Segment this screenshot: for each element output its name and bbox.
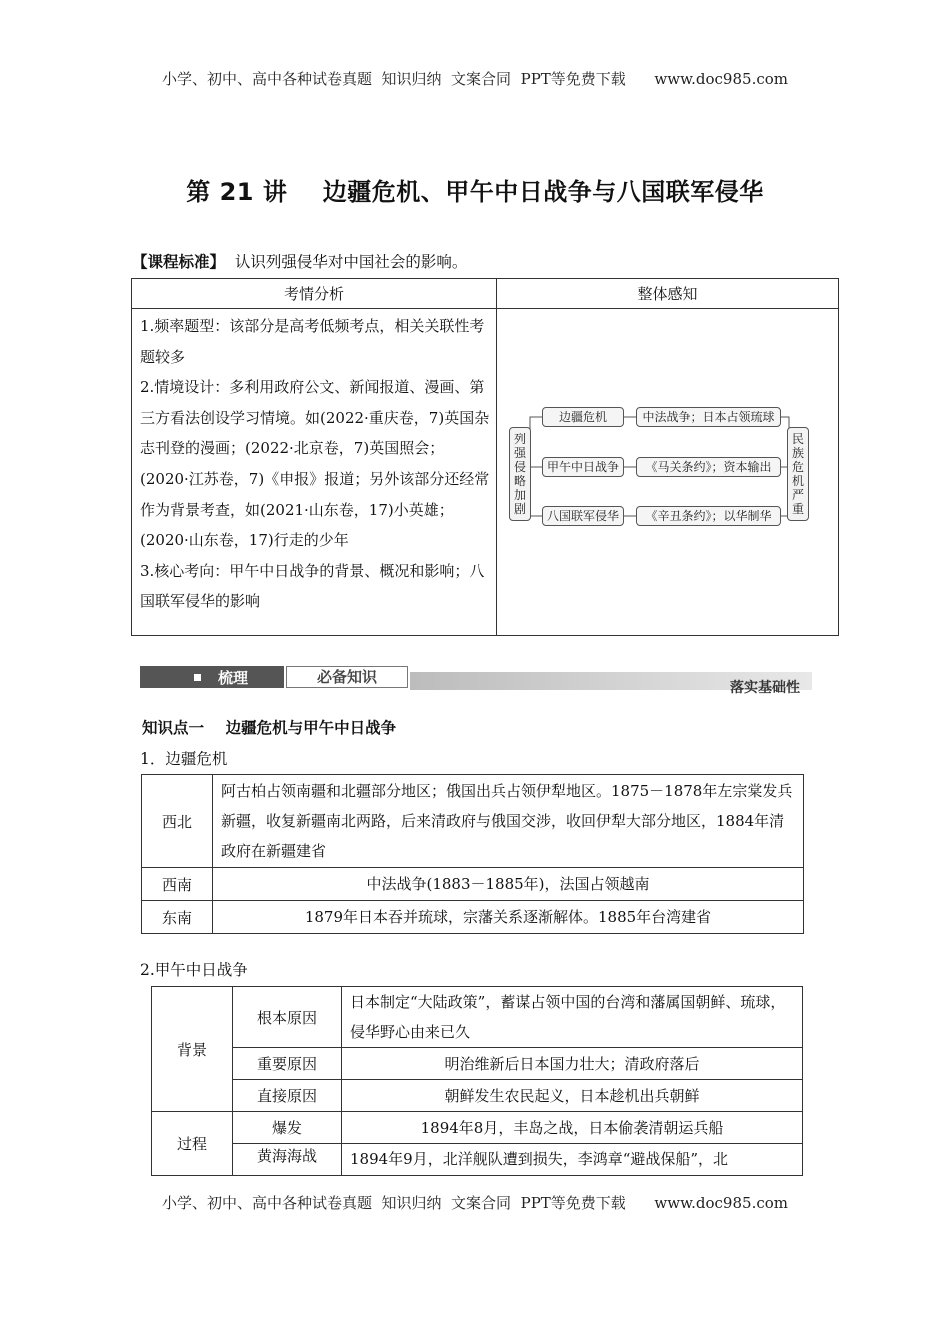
- overview-header-analysis: 考情分析: [132, 279, 497, 309]
- page-title: 第 21 讲 边疆危机、甲午中日战争与八国联军侵华: [186, 178, 764, 206]
- overview-header-perception: 整体感知: [497, 279, 839, 309]
- frontier-crisis-table: [141, 774, 804, 934]
- course-standard: [132, 250, 467, 272]
- overview-diagram-cell: [497, 309, 839, 636]
- overview-diagram: [497, 309, 822, 635]
- key-direct-cause: 直接原因: [233, 1080, 342, 1112]
- table-row: [152, 987, 803, 1048]
- diagram-result-1: 中法战争；日本占领琉球: [636, 407, 781, 427]
- banner-label-middle: 必备知识: [286, 666, 408, 688]
- diagram-result-3: 《辛丑条约》；以华制华: [636, 506, 781, 526]
- exam-analysis-text: [132, 309, 497, 636]
- group-process: 过程: [152, 1112, 233, 1176]
- table-row: [152, 1144, 803, 1176]
- section-banner: [140, 666, 812, 696]
- region-southeast: 东南: [142, 901, 213, 934]
- page-header: 小学、初中、高中各种试卷真题 知识归纳 文案合同 PPT等免费下载 www.doc985.com: [161, 70, 788, 88]
- diagram-event-1: 边疆危机: [542, 407, 624, 427]
- value-yellow-sea-battle: 1894年9月，北洋舰队遭到损失，李鸿章“避战保船”，北: [342, 1144, 803, 1176]
- table-row: [142, 775, 804, 868]
- course-standard-label: 【课程标准】: [132, 253, 226, 271]
- table-row: [152, 1080, 803, 1112]
- region-southeast-content: 1879年日本吞并琉球，宗藩关系逐渐解体。1885年台湾建省: [213, 901, 804, 934]
- value-direct-cause: 朝鲜发生农民起义，日本趁机出兵朝鲜: [342, 1080, 803, 1112]
- key-important-cause: 重要原因: [233, 1048, 342, 1080]
- table-row: [142, 901, 804, 934]
- value-fundamental-cause: 日本制定“大陆政策”，蓄谋占领中国的台湾和藩属国朝鲜、琉球，侵华野心由来已久: [342, 987, 803, 1048]
- region-southwest-content: 中法战争(1883－1885年)，法国占领越南: [213, 868, 804, 901]
- region-northwest: 西北: [142, 775, 213, 868]
- exam-analysis-content: 1.频率题型：该部分是高考低频考点，相关关联性考题较多 2.情境设计：多利用政府公文、新闻报道、漫画、第三方看法创设学习情境。如(2022·重庆卷，7)英国杂志刊登的漫画；(2022·北京卷，7)英国照会；(2020·江苏卷，7)《申报》报道；另外该部分还经常作为背景考查，如(2021·山东卷，17)小英雄；(2020·山东卷，17)行走的少年 3.核心考向：甲午中日战争的背景、概况和影响；八国联军侵华的影响: [140, 317, 490, 611]
- sino-japanese-war-table: [151, 986, 803, 1176]
- key-outbreak: 爆发: [233, 1112, 342, 1144]
- diagram-event-3: 八国联军侵华: [542, 506, 624, 526]
- banner-label-left: 梳理: [218, 669, 249, 687]
- connector-left-top: [530, 417, 542, 467]
- banner-dark-block: [140, 666, 284, 688]
- key-fundamental-cause: 根本原因: [233, 987, 342, 1048]
- course-standard-text: 认识列强侵华对中国社会的影响。: [225, 253, 468, 271]
- key-yellow-sea-battle: 黄海海战: [233, 1144, 342, 1176]
- table-row: [142, 868, 804, 901]
- overview-table: [131, 278, 839, 636]
- diagram-left-box: 列强侵略加剧: [509, 427, 531, 521]
- value-outbreak: 1894年8月，丰岛之战，日本偷袭清朝运兵船: [342, 1112, 803, 1144]
- diagram-right-box: 民族危机严重: [787, 427, 809, 521]
- region-southwest: 西南: [142, 868, 213, 901]
- banner-label-right: 落实基础性: [730, 680, 800, 696]
- diagram-event-2: 甲午中日战争: [542, 457, 624, 477]
- knowledge-point-heading: 知识点一 边疆危机与甲午中日战争: [142, 719, 397, 737]
- connector-left-bottom: [530, 467, 542, 516]
- page-footer: 小学、初中、高中各种试卷真题 知识归纳 文案合同 PPT等免费下载 www.doc985.com: [161, 1194, 788, 1212]
- sino-japanese-war-heading: 2.甲午中日战争: [140, 961, 248, 979]
- banner-square-icon: [194, 674, 201, 681]
- value-important-cause: 明治维新后日本国力壮大；清政府落后: [342, 1048, 803, 1080]
- table-row: [152, 1048, 803, 1080]
- diagram-result-2: 《马关条约》；资本输出: [636, 457, 781, 477]
- table-row: [152, 1112, 803, 1144]
- frontier-crisis-heading: 1．边疆危机: [140, 750, 228, 768]
- group-background: 背景: [152, 987, 233, 1112]
- region-northwest-content: 阿古柏占领南疆和北疆部分地区；俄国出兵占领伊犁地区。1875－1878年左宗棠发兵新疆，收复新疆南北两路，后来清政府与俄国交涉，收回伊犁大部分地区，1884年清政府在新疆建省: [213, 775, 804, 868]
